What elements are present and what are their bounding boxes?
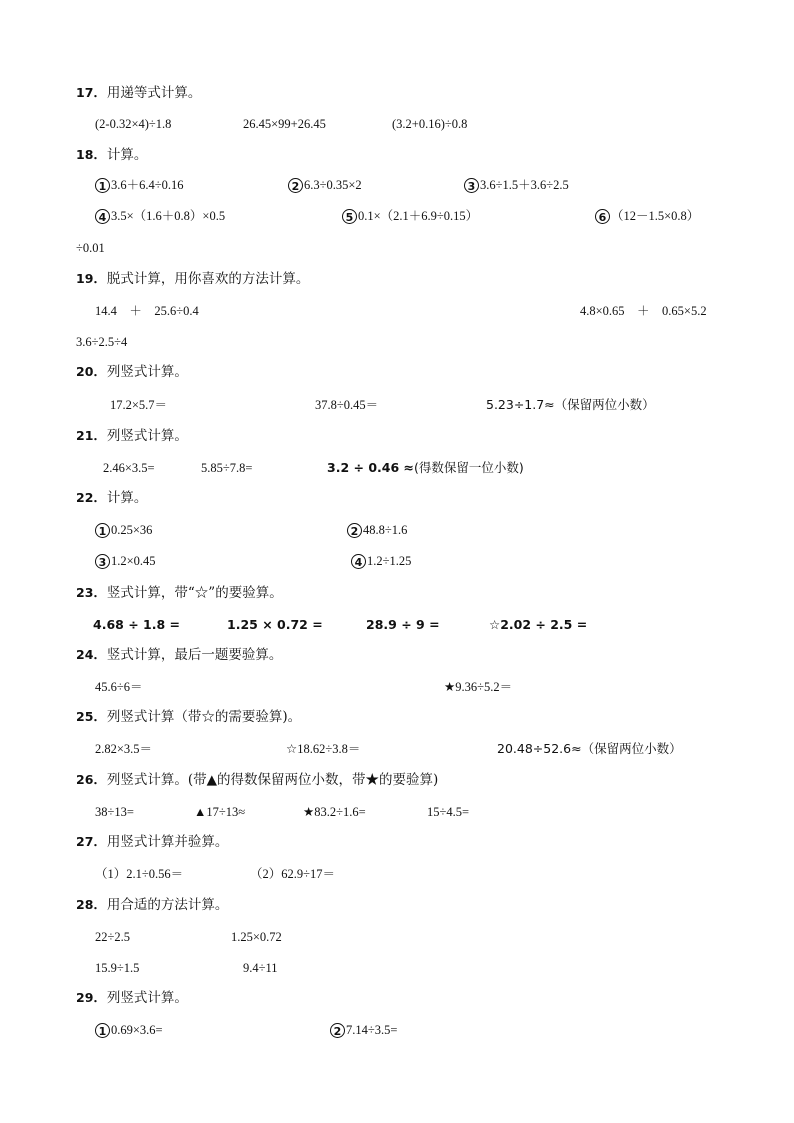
expression (95, 177, 184, 193)
circled-number-marker: 1 (95, 1023, 110, 1038)
expression: 5.23÷1.7≈（保留两位小数） (486, 397, 655, 412)
expression (347, 522, 407, 538)
circled-number-marker: 2 (347, 523, 362, 538)
expression: 22÷2.5 (95, 930, 130, 944)
expression-text: 3.6÷1.5＋3.6÷2.5 (480, 178, 569, 192)
problem-number: 26 (76, 772, 94, 787)
problem-21-heading: 21．列竖式计算。 (76, 428, 188, 444)
problem-number: 24 (76, 647, 94, 662)
expression (342, 208, 478, 224)
problem-number: 29 (76, 990, 94, 1005)
circled-number-marker: 6 (595, 209, 610, 224)
expression: 1.25×0.72 (231, 930, 282, 944)
expression: 20.48÷52.6≈（保留两位小数） (497, 741, 682, 756)
circled-number-marker: 4 (351, 554, 366, 569)
expression-text: 0.69×3.6= (111, 1023, 163, 1037)
expression-text: （12－1.5×0.8） (611, 209, 700, 223)
expression: ★83.2÷1.6= (303, 805, 366, 819)
expression (595, 208, 699, 224)
expression: 37.8÷0.45＝ (315, 398, 379, 412)
problem-number: 23 (76, 585, 94, 600)
problem-title: 竖式计算，带“☆”的要验算。 (106, 585, 283, 601)
problem-number: 28 (76, 897, 94, 912)
circled-number-marker: 1 (95, 523, 110, 538)
expression: 4.68 ÷ 1.8 = (93, 617, 180, 632)
problem-19-heading: 19．脱式计算，用你喜欢的方法计算。 (76, 271, 310, 287)
expression: 4.8×0.65 ＋ 0.65×5.2 (580, 304, 707, 318)
expression: （1）2.1÷0.56＝ (95, 867, 184, 881)
expression: 45.6÷6＝ (95, 680, 143, 694)
problem-title: 列竖式计算。(带▲的得数保留两位小数，带★的要验算) (106, 772, 439, 788)
circled-number-marker: 2 (288, 178, 303, 193)
problem-number: 27 (76, 834, 94, 849)
expression (464, 177, 569, 193)
problem-title: 列竖式计算。 (106, 990, 188, 1006)
expression-text: 3.2 ÷ 0.46 ≈ (327, 460, 414, 475)
expression (95, 208, 225, 224)
expression-wrap: 3.6÷2.5÷4 (76, 335, 128, 349)
expression-text: 0.1×（2.1＋6.9÷0.15） (358, 209, 479, 223)
expression (351, 553, 411, 569)
expression: （2）62.9÷17＝ (250, 867, 335, 881)
problem-title: 用合适的方法计算。 (106, 897, 229, 913)
problem-title: 脱式计算，用你喜欢的方法计算。 (106, 271, 310, 287)
problem-number: 20 (76, 364, 94, 379)
circled-number-marker: 5 (342, 209, 357, 224)
problem-title: 竖式计算，最后一题要验算。 (106, 647, 283, 663)
circled-number-marker: 2 (330, 1023, 345, 1038)
problem-28-heading: 28．用合适的方法计算。 (76, 897, 229, 913)
expression: 2.46×3.5= (103, 461, 155, 475)
problem-number: 22 (76, 490, 94, 505)
expression: (2-0.32×4)÷1.8 (95, 117, 172, 131)
expression-text: 6.3÷0.35×2 (304, 178, 362, 192)
problem-25-heading: 25．列竖式计算（带☆的需要验算)。 (76, 709, 302, 725)
expression: ☆18.62÷3.8＝ (286, 742, 361, 756)
circled-number-marker: 4 (95, 209, 110, 224)
problem-title: 计算。 (106, 147, 148, 163)
expression: ☆2.02 ÷ 2.5 = (489, 617, 588, 632)
circled-number-marker: 1 (95, 178, 110, 193)
problem-number: 25 (76, 709, 94, 724)
problem-20-heading: 20．列竖式计算。 (76, 364, 188, 380)
expression (95, 522, 152, 538)
expression: ★9.36÷5.2＝ (444, 680, 513, 694)
expression: 1.25 × 0.72 = (227, 617, 323, 632)
expression: 26.45×99+26.45 (243, 117, 326, 131)
expression: 28.9 ÷ 9 = (366, 617, 440, 632)
problem-18-heading: 18．计算。 (76, 147, 148, 163)
expression: 14.4 ＋ 25.6÷0.4 (95, 304, 199, 318)
expression: 17.2×5.7＝ (110, 398, 168, 412)
problem-title: 用竖式计算并验算。 (106, 834, 229, 850)
expression-text: 0.25×36 (111, 523, 153, 537)
circled-number-marker: 3 (95, 554, 110, 569)
problem-title: 计算。 (106, 490, 148, 506)
expression-text: 3.6＋6.4÷0.16 (111, 178, 184, 192)
expression-text: 1.2×0.45 (111, 554, 156, 568)
problem-number: 17 (76, 85, 94, 100)
expression-text: 7.14÷3.5= (346, 1023, 398, 1037)
problem-27-heading: 27．用竖式计算并验算。 (76, 834, 229, 850)
problem-number: 19 (76, 271, 94, 286)
expression-text: 48.8÷1.6 (363, 523, 408, 537)
problem-title: 用递等式计算。 (106, 85, 202, 101)
expression-text: 3.5×（1.6＋0.8）×0.5 (111, 209, 226, 223)
expression-note: (得数保留一位小数) (414, 460, 524, 475)
expression (327, 460, 524, 476)
problem-23-heading: 23．竖式计算，带“☆”的要验算。 (76, 585, 283, 601)
problem-26-heading: 26．列竖式计算。(带▲的得数保留两位小数，带★的要验算) (76, 772, 439, 788)
expression: 9.4÷11 (243, 961, 278, 975)
problem-number: 18 (76, 147, 94, 162)
expression: 2.82×3.5＝ (95, 742, 153, 756)
problem-29-heading: 29．列竖式计算。 (76, 990, 188, 1006)
expression: 15÷4.5= (427, 805, 470, 819)
expression: ▲17÷13≈ (194, 805, 246, 819)
expression (330, 1022, 397, 1038)
expression-text: 1.2÷1.25 (367, 554, 412, 568)
expression: 5.85÷7.8= (201, 461, 253, 475)
expression (95, 1022, 163, 1038)
problem-24-heading: 24．竖式计算，最后一题要验算。 (76, 647, 283, 663)
problem-number: 21 (76, 428, 94, 443)
expression: 15.9÷1.5 (95, 961, 140, 975)
expression (95, 553, 156, 569)
expression: 38÷13= (95, 805, 134, 819)
expression (288, 177, 362, 193)
problem-22-heading: 22．计算。 (76, 490, 148, 506)
expression-wrap: ÷0.01 (76, 241, 105, 255)
problem-17-heading: 17．用递等式计算。 (76, 85, 202, 101)
problem-title: 列竖式计算。 (106, 364, 188, 380)
problem-title: 列竖式计算。 (106, 428, 188, 444)
circled-number-marker: 3 (464, 178, 479, 193)
problem-title: 列竖式计算（带☆的需要验算)。 (106, 709, 302, 725)
expression: (3.2+0.16)÷0.8 (392, 117, 468, 131)
